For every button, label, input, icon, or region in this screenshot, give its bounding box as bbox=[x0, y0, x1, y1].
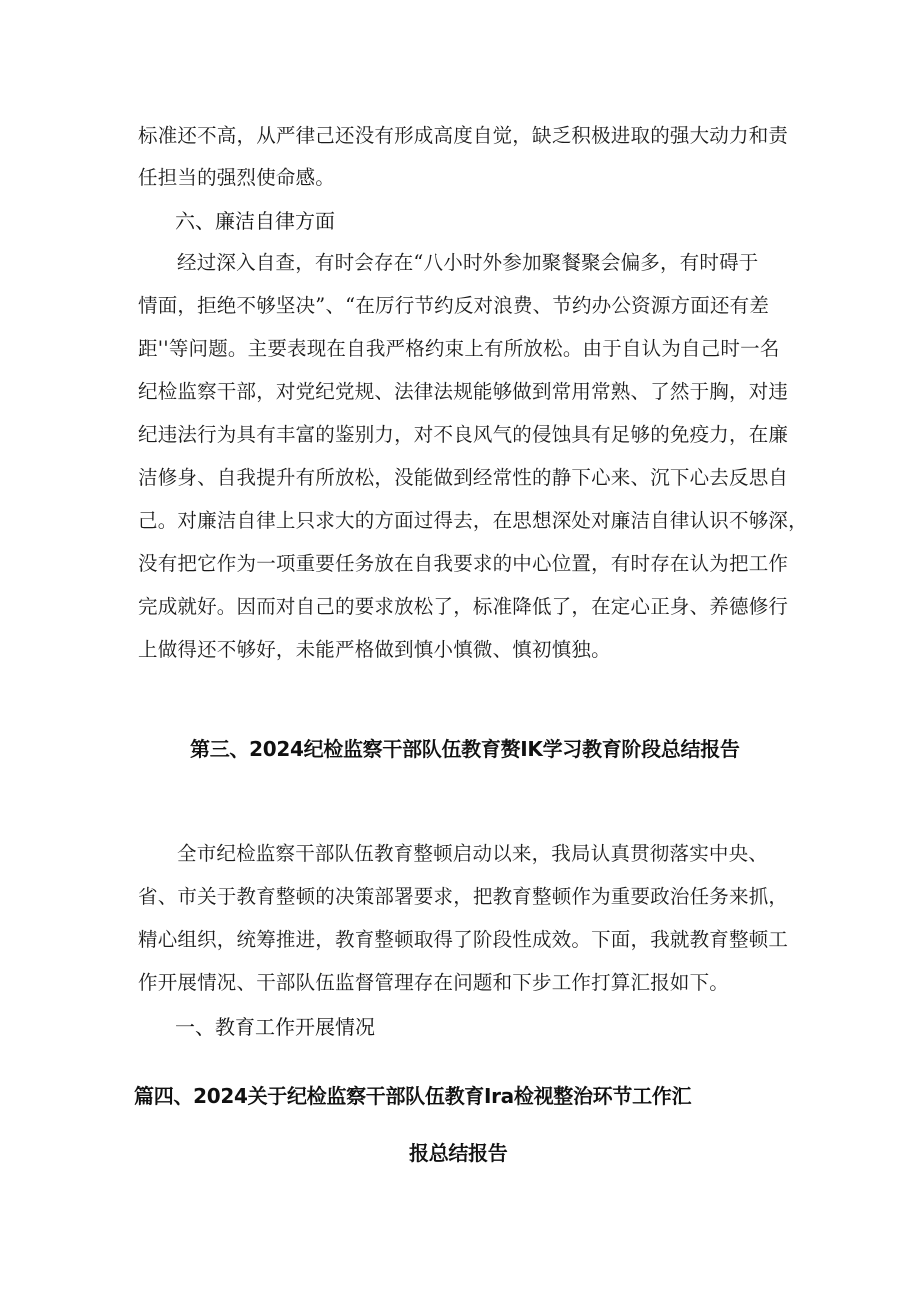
paragraph-line: 省、市关于教育整顿的决策部署要求，把教育整顿作为重要政治任务来抓， bbox=[138, 885, 789, 908]
article-three-title: 第三、2024纪检监察干部队伍教育赘IK学习教育阶段总结报告 bbox=[190, 737, 740, 761]
paragraph-line: 完成就好。因而对自己的要求放松了，标准降低了，在定心正身、养德修行 bbox=[138, 595, 789, 618]
paragraph-line: 洁修身、自我提升有所放松，没能做到经常性的静下心来、沉下心去反思自 bbox=[138, 466, 789, 489]
article-four-title-line-1: 篇四、2024关于纪检监察干部队伍教育Ira检视整治环节工作汇 bbox=[134, 1084, 692, 1108]
paragraph-line: 全市纪检监察干部队伍教育整顿启动以来，我局认真贯彻落实中央、 bbox=[177, 842, 769, 865]
article-three-sub-heading: 一、教育工作开展情况 bbox=[175, 1015, 375, 1039]
section-six-heading: 六、廉洁自律方面 bbox=[175, 209, 335, 233]
article-four-title-line-2: 报总结报告 bbox=[409, 1141, 508, 1165]
continuation-line-2: 任担当的强烈使命感。 bbox=[138, 166, 336, 189]
paragraph-line: 经过深入自查，有时会存在“八小时外参加聚餐聚会偏多，有时碍于 bbox=[177, 251, 759, 274]
paragraph-line: 距''等问题。主要表现在自我严格约束上有所放松。由于自认为自己时一名 bbox=[138, 337, 780, 360]
paragraph-line: 没有把它作为一项重要任务放在自我要求的中心位置，有时存在认为把工作 bbox=[138, 552, 789, 575]
paragraph-line: 己。对廉洁自律上只求大的方面过得去，在思想深处对廉洁自律认识不够深， bbox=[138, 509, 808, 532]
paragraph-line: 纪违法行为具有丰富的鉴别力，对不良风气的侵蚀具有足够的免疫力，在廉 bbox=[138, 423, 789, 446]
paragraph-line: 纪检监察干部，对党纪党规、法律法规能够做到常用常熟、了然于胸，对违 bbox=[138, 380, 789, 403]
paragraph-line: 情面，拒绝不够坚决”、“在厉行节约反对浪费、节约办公资源方面还有差 bbox=[138, 294, 770, 317]
paragraph-line: 上做得还不够好，未能严格做到慎小慎微、慎初慎独。 bbox=[138, 638, 611, 661]
continuation-line-1: 标准还不高，从严律己还没有形成高度自觉，缺乏积极进取的强大动力和责 bbox=[138, 124, 789, 147]
paragraph-line: 作开展情况、干部队伍监督管理存在问题和下步工作打算汇报如下。 bbox=[138, 971, 730, 994]
paragraph-line: 精心组织，统筹推进，教育整顿取得了阶段性成效。下面，我就教育整顿工 bbox=[138, 928, 789, 951]
